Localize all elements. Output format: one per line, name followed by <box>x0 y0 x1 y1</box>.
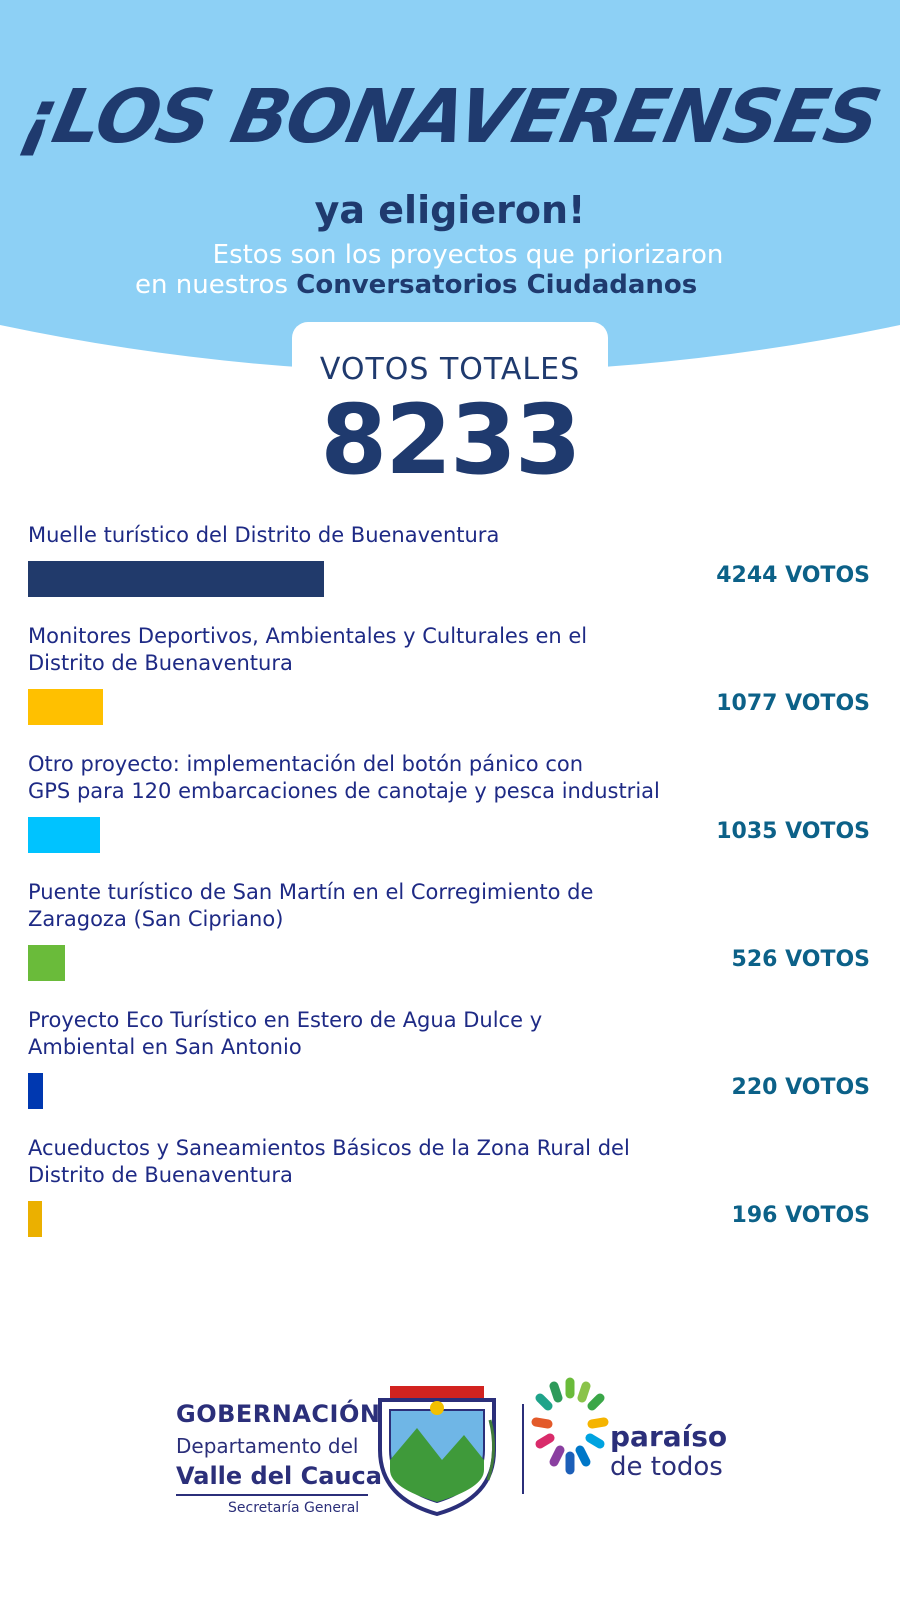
bar-2 <box>28 689 103 725</box>
votes-total-value: 8233 <box>320 384 580 496</box>
project-label-line: Distrito de Buenaventura <box>28 1163 293 1187</box>
gov-line-3: Valle del Cauca <box>176 1462 382 1490</box>
project-label-3 <box>28 751 708 805</box>
intro-line-1: Estos son los proyectos que priorizaron <box>212 240 724 270</box>
bar-5 <box>28 1073 43 1109</box>
brand-line-2: de todos <box>610 1452 723 1482</box>
project-label-5 <box>28 1007 708 1061</box>
project-label-2 <box>28 623 708 677</box>
project-label-line: Ambiental en San Antonio <box>28 1035 302 1059</box>
bar-4 <box>28 945 65 981</box>
vote-count-6: 196 VOTOS <box>731 1203 870 1228</box>
gov-line-1: GOBERNACIÓN <box>176 1400 381 1428</box>
vote-count-3: 1035 VOTOS <box>716 819 870 844</box>
project-label-line: Muelle turístico del Distrito de Buenaventura <box>28 523 500 547</box>
gov-line-2: Departamento del <box>176 1434 359 1458</box>
gov-line-4: Secretaría General <box>228 1500 360 1516</box>
project-label-line: Distrito de Buenaventura <box>28 651 293 675</box>
project-label-line: GPS para 120 embarcaciones de canotaje y pesca industrial <box>28 779 660 803</box>
sub-title: ya eligieron! <box>314 188 586 232</box>
bar-3 <box>28 817 100 853</box>
color-burst-icon <box>530 1372 610 1512</box>
vote-count-2: 1077 VOTOS <box>716 691 870 716</box>
gov-divider <box>176 1494 368 1496</box>
bar-6 <box>28 1201 42 1237</box>
brand-line-1: paraíso <box>610 1420 728 1453</box>
brand-divider <box>522 1404 524 1494</box>
intro-line-2-bold: Conversatorios Ciudadanos <box>296 270 698 300</box>
project-label-4 <box>28 879 708 933</box>
project-label-line: Proyecto Eco Turístico en Estero de Agua Dulce y <box>28 1008 543 1032</box>
project-label-line: Monitores Deportivos, Ambientales y Culturales en el <box>28 624 588 648</box>
project-label-line: Acueductos y Saneamientos Básicos de la Zona Rural del <box>28 1136 630 1160</box>
votes-total-label: VOTOS TOTALES <box>319 352 581 387</box>
project-label-1 <box>28 522 708 549</box>
bar-1 <box>28 561 324 597</box>
project-label-line: Zaragoza (San Cipriano) <box>28 907 284 931</box>
project-label-line: Otro proyecto: implementación del botón pánico con <box>28 752 584 776</box>
vote-count-4: 526 VOTOS <box>731 947 870 972</box>
main-title: ¡LOS BONAVERENSES <box>13 74 887 160</box>
vote-count-1: 4244 VOTOS <box>716 563 870 588</box>
project-label-line: Puente turístico de San Martín en el Corregimiento de <box>28 880 594 904</box>
intro-line-2-prefix: en nuestros <box>135 270 289 300</box>
shield-crest-icon <box>372 1380 502 1516</box>
intro-line-2 <box>135 270 900 300</box>
footer <box>0 1390 900 1530</box>
vote-count-5: 220 VOTOS <box>731 1075 870 1100</box>
project-label-6 <box>28 1135 708 1189</box>
